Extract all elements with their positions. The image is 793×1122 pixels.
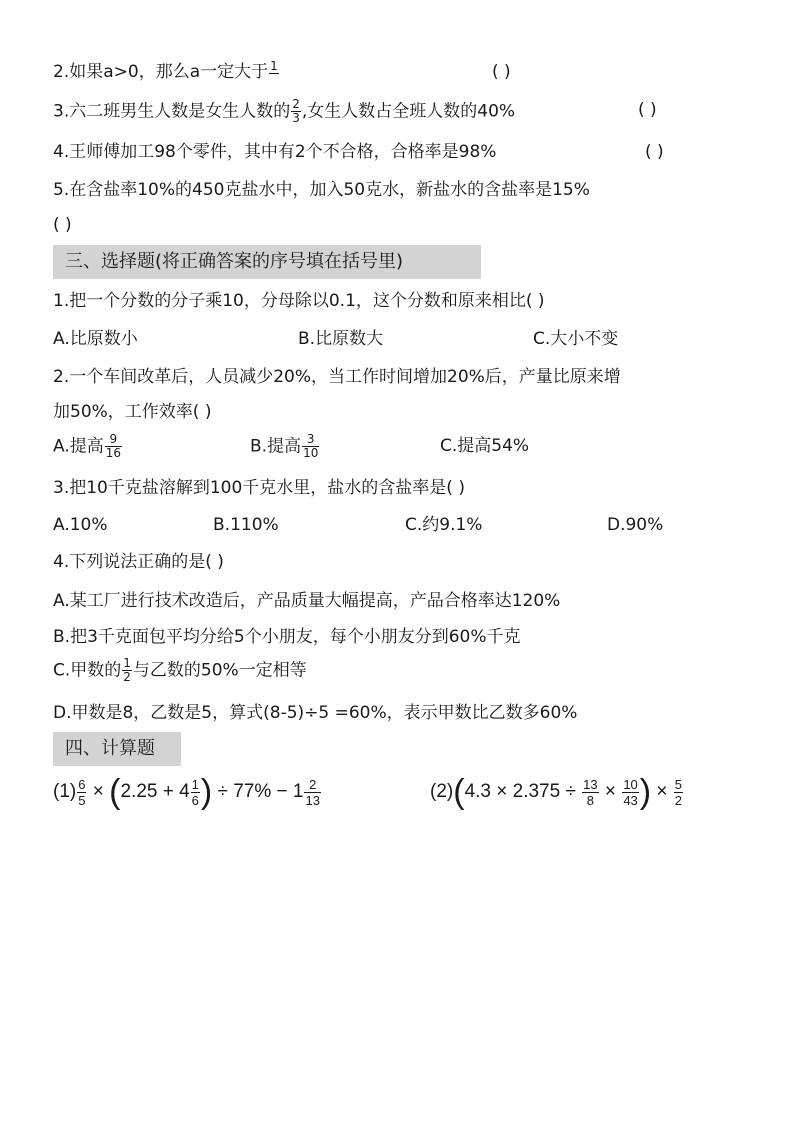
mc-q2-option-a-fraction: $\frac{9}{16}$ bbox=[105, 432, 122, 460]
mc-q3-option-c[interactable]: C.约9.1% bbox=[405, 515, 483, 535]
judge-q5: 5.在含盐率10%的450克盐水中，加入50克水，新盐水的含盐率是15% bbox=[53, 180, 590, 200]
mc-q1: 1.把一个分数的分子乘10，分母除以0.1，这个分数和原来相比( ) bbox=[53, 291, 545, 311]
judge-q4-answer-blank[interactable]: ( ) bbox=[645, 142, 664, 162]
mc-q4: 4.下列说法正确的是( ) bbox=[53, 552, 224, 572]
judge-q4: 4.王师傅加工98个零件，其中有2个不合格，合格率是98% bbox=[53, 142, 497, 162]
judge-q2-fraction: 1 bbox=[270, 59, 278, 73]
mc-q4-option-d[interactable]: D.甲数是8，乙数是5，算式(8-5)÷5 =60%，表示甲数比乙数多60% bbox=[53, 703, 578, 723]
mc-q1-option-b[interactable]: B.比原数大 bbox=[298, 329, 384, 349]
mc-q2-option-b-fraction: $\frac{3}{10}$ bbox=[303, 432, 319, 460]
section-heading-calculation: 四、计算题 bbox=[53, 732, 181, 766]
mc-q2-option-b[interactable]: B.提高 $\frac{3}{10}$ bbox=[250, 432, 319, 460]
mc-q3-option-b[interactable]: B.110% bbox=[213, 515, 279, 535]
mc-q2-line1: 2.一个车间改革后，人员减少20%，当工作时间增加20%后，产量比原来增 bbox=[53, 367, 621, 387]
judge-q3-fraction: $\frac{2}{3}$ bbox=[292, 97, 300, 125]
mc-q2-line2: 加50%，工作效率( ) bbox=[53, 402, 212, 422]
calc-problem-1: (1) $\frac{6}{5}$ × (2.25 + 4 $\frac{1}{6}$ ) ÷ 77% − 1 $\frac{2}{13}$ bbox=[53, 773, 320, 811]
judge-q2-text: 2.如果a>0，那么a一定大于 bbox=[53, 62, 269, 82]
calc-problem-2: (2)(4.3 × 2.375 ÷ $\frac{13}{8}$ × $\frac{10}{43}$ ) × $\frac{5}{2}$ bbox=[430, 773, 683, 811]
mc-q3-option-d[interactable]: D.90% bbox=[607, 515, 664, 535]
section-heading-multiple-choice: 三、选择题(将正确答案的序号填在括号里) bbox=[53, 245, 481, 279]
judge-q2-answer-blank[interactable]: ( ) bbox=[492, 62, 511, 82]
judge-q3-text-b: ,女生人数占全班人数的40% bbox=[301, 101, 516, 122]
mc-q4-option-c[interactable]: C.甲数的 $\frac{1}{2}$ 与乙数的50%一定相等 bbox=[53, 656, 307, 684]
mc-q1-option-a[interactable]: A.比原数小 bbox=[53, 329, 138, 349]
judge-q3-answer-blank[interactable]: ( ) bbox=[638, 100, 657, 120]
judge-q5-answer-blank[interactable]: ( ) bbox=[53, 215, 72, 235]
mc-q4-option-a[interactable]: A.某工厂进行技术改造后，产品质量大幅提高，产品合格率达120% bbox=[53, 591, 561, 611]
mc-q2-option-c[interactable]: C.提高54% bbox=[440, 436, 530, 456]
judge-q3 bbox=[53, 98, 515, 125]
judge-q3-text-a: 3.六二班男生人数是女生人数的 bbox=[53, 101, 291, 122]
mc-q1-option-c[interactable]: C.大小不变 bbox=[533, 329, 619, 349]
mc-q4-option-c-fraction: $\frac{1}{2}$ bbox=[123, 656, 131, 684]
mc-q2-option-a[interactable]: A.提高 $\frac{9}{16}$ bbox=[53, 432, 122, 460]
mc-q4-option-b[interactable]: B.把3千克面包平均分给5个小朋友，每个小朋友分到60%千克 bbox=[53, 627, 521, 647]
judge-q2 bbox=[53, 60, 280, 84]
mc-q3-option-a[interactable]: A.10% bbox=[53, 515, 108, 535]
mc-q3: 3.把10千克盐溶解到100千克水里，盐水的含盐率是( ) bbox=[53, 478, 465, 498]
